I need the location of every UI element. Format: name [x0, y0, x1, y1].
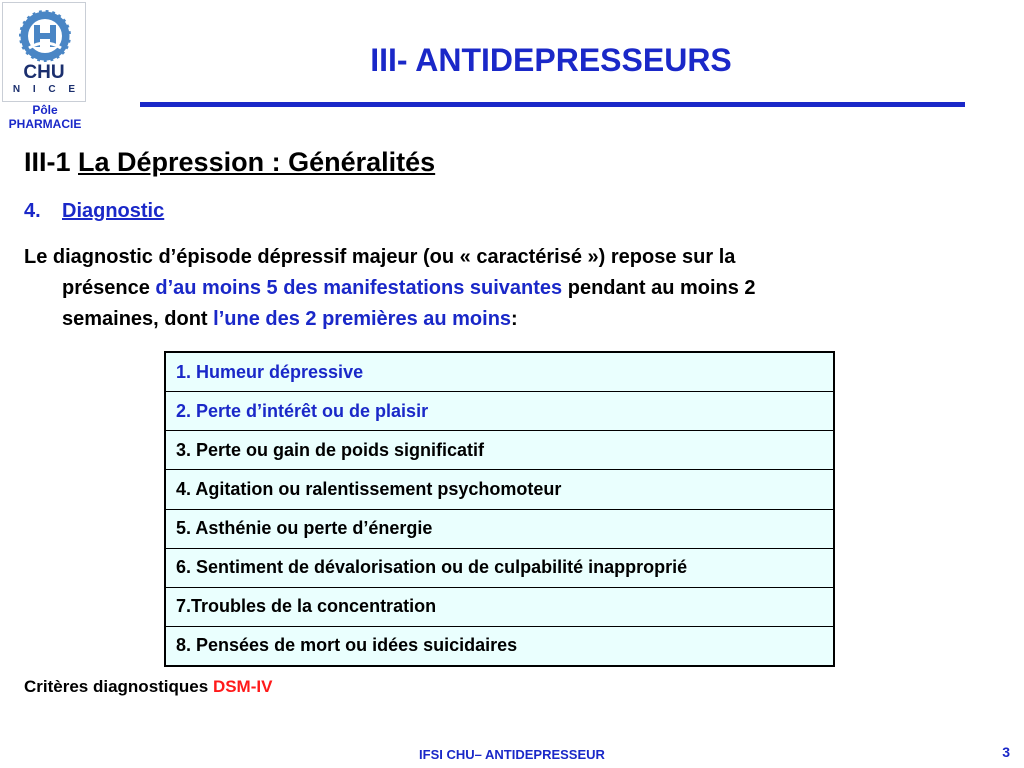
paragraph-line-2 — [24, 273, 1004, 304]
dsm-label: DSM-IV — [212, 677, 273, 696]
paragraph-line-1: Le diagnostic d’épisode dépressif majeur (ou « caractérisé ») repose sur la — [24, 246, 736, 268]
logo-text: CHU — [23, 62, 65, 83]
diagnostic-paragraph — [24, 242, 1004, 335]
criteria-row: 8. Pensées de mort ou idées suicidaires — [176, 635, 518, 656]
diagnostic-number: 4. — [24, 200, 41, 222]
criteria-row: 5. Asthénie ou perte d’énergie — [166, 510, 833, 549]
diagnostic-heading — [24, 198, 164, 224]
criteria-row: 1. Humeur dépressive — [166, 353, 833, 392]
slide-footer: IFSI CHU– ANTIDEPRESSEUR — [419, 747, 605, 762]
pole-line-1: Pôle — [32, 103, 58, 117]
criteria-row: 3. Perte ou gain de poids significatif — [166, 431, 833, 470]
criteria-row: 2. Perte d’intérêt ou de plaisir — [166, 392, 833, 431]
paragraph-line-3-highlight: l’une des 2 premières au moins — [213, 308, 512, 330]
diagnostic-label: Diagnostic — [62, 200, 165, 222]
chu-emblem-icon — [17, 8, 73, 64]
criteria-source-note — [24, 676, 272, 698]
pole-line-2: PHARMACIE — [8, 117, 82, 131]
chu-nice-logo — [2, 2, 86, 102]
section-heading — [24, 145, 435, 179]
pole-label — [0, 103, 90, 131]
paragraph-line-3 — [24, 304, 1004, 335]
logo-subtext: N I C E — [12, 84, 81, 95]
paragraph-line-2-start: présence — [62, 277, 156, 299]
criteria-table — [164, 351, 835, 667]
paragraph-line-3-end: : — [511, 308, 518, 330]
paragraph-line-2-end: pendant au moins 2 — [562, 277, 756, 299]
section-title: La Dépression : Généralités — [78, 147, 436, 177]
criteria-row: 4. Agitation ou ralentissement psychomoteur — [166, 470, 833, 509]
paragraph-line-2-highlight: d’au moins 5 des manifestations suivantes — [155, 277, 563, 299]
criteria-note-text: Critères diagnostiques — [24, 677, 213, 696]
slide-title: III- ANTIDEPRESSEURS — [370, 42, 732, 78]
criteria-row: 7.Troubles de la concentration — [166, 588, 833, 627]
paragraph-line-3-start: semaines, dont — [62, 308, 214, 330]
page-number: 3 — [1002, 744, 1010, 760]
section-prefix: III-1 — [24, 147, 79, 177]
criteria-row: 6. Sentiment de dévalorisation ou de culpabilité inapproprié — [166, 549, 833, 588]
title-underline — [140, 102, 965, 107]
